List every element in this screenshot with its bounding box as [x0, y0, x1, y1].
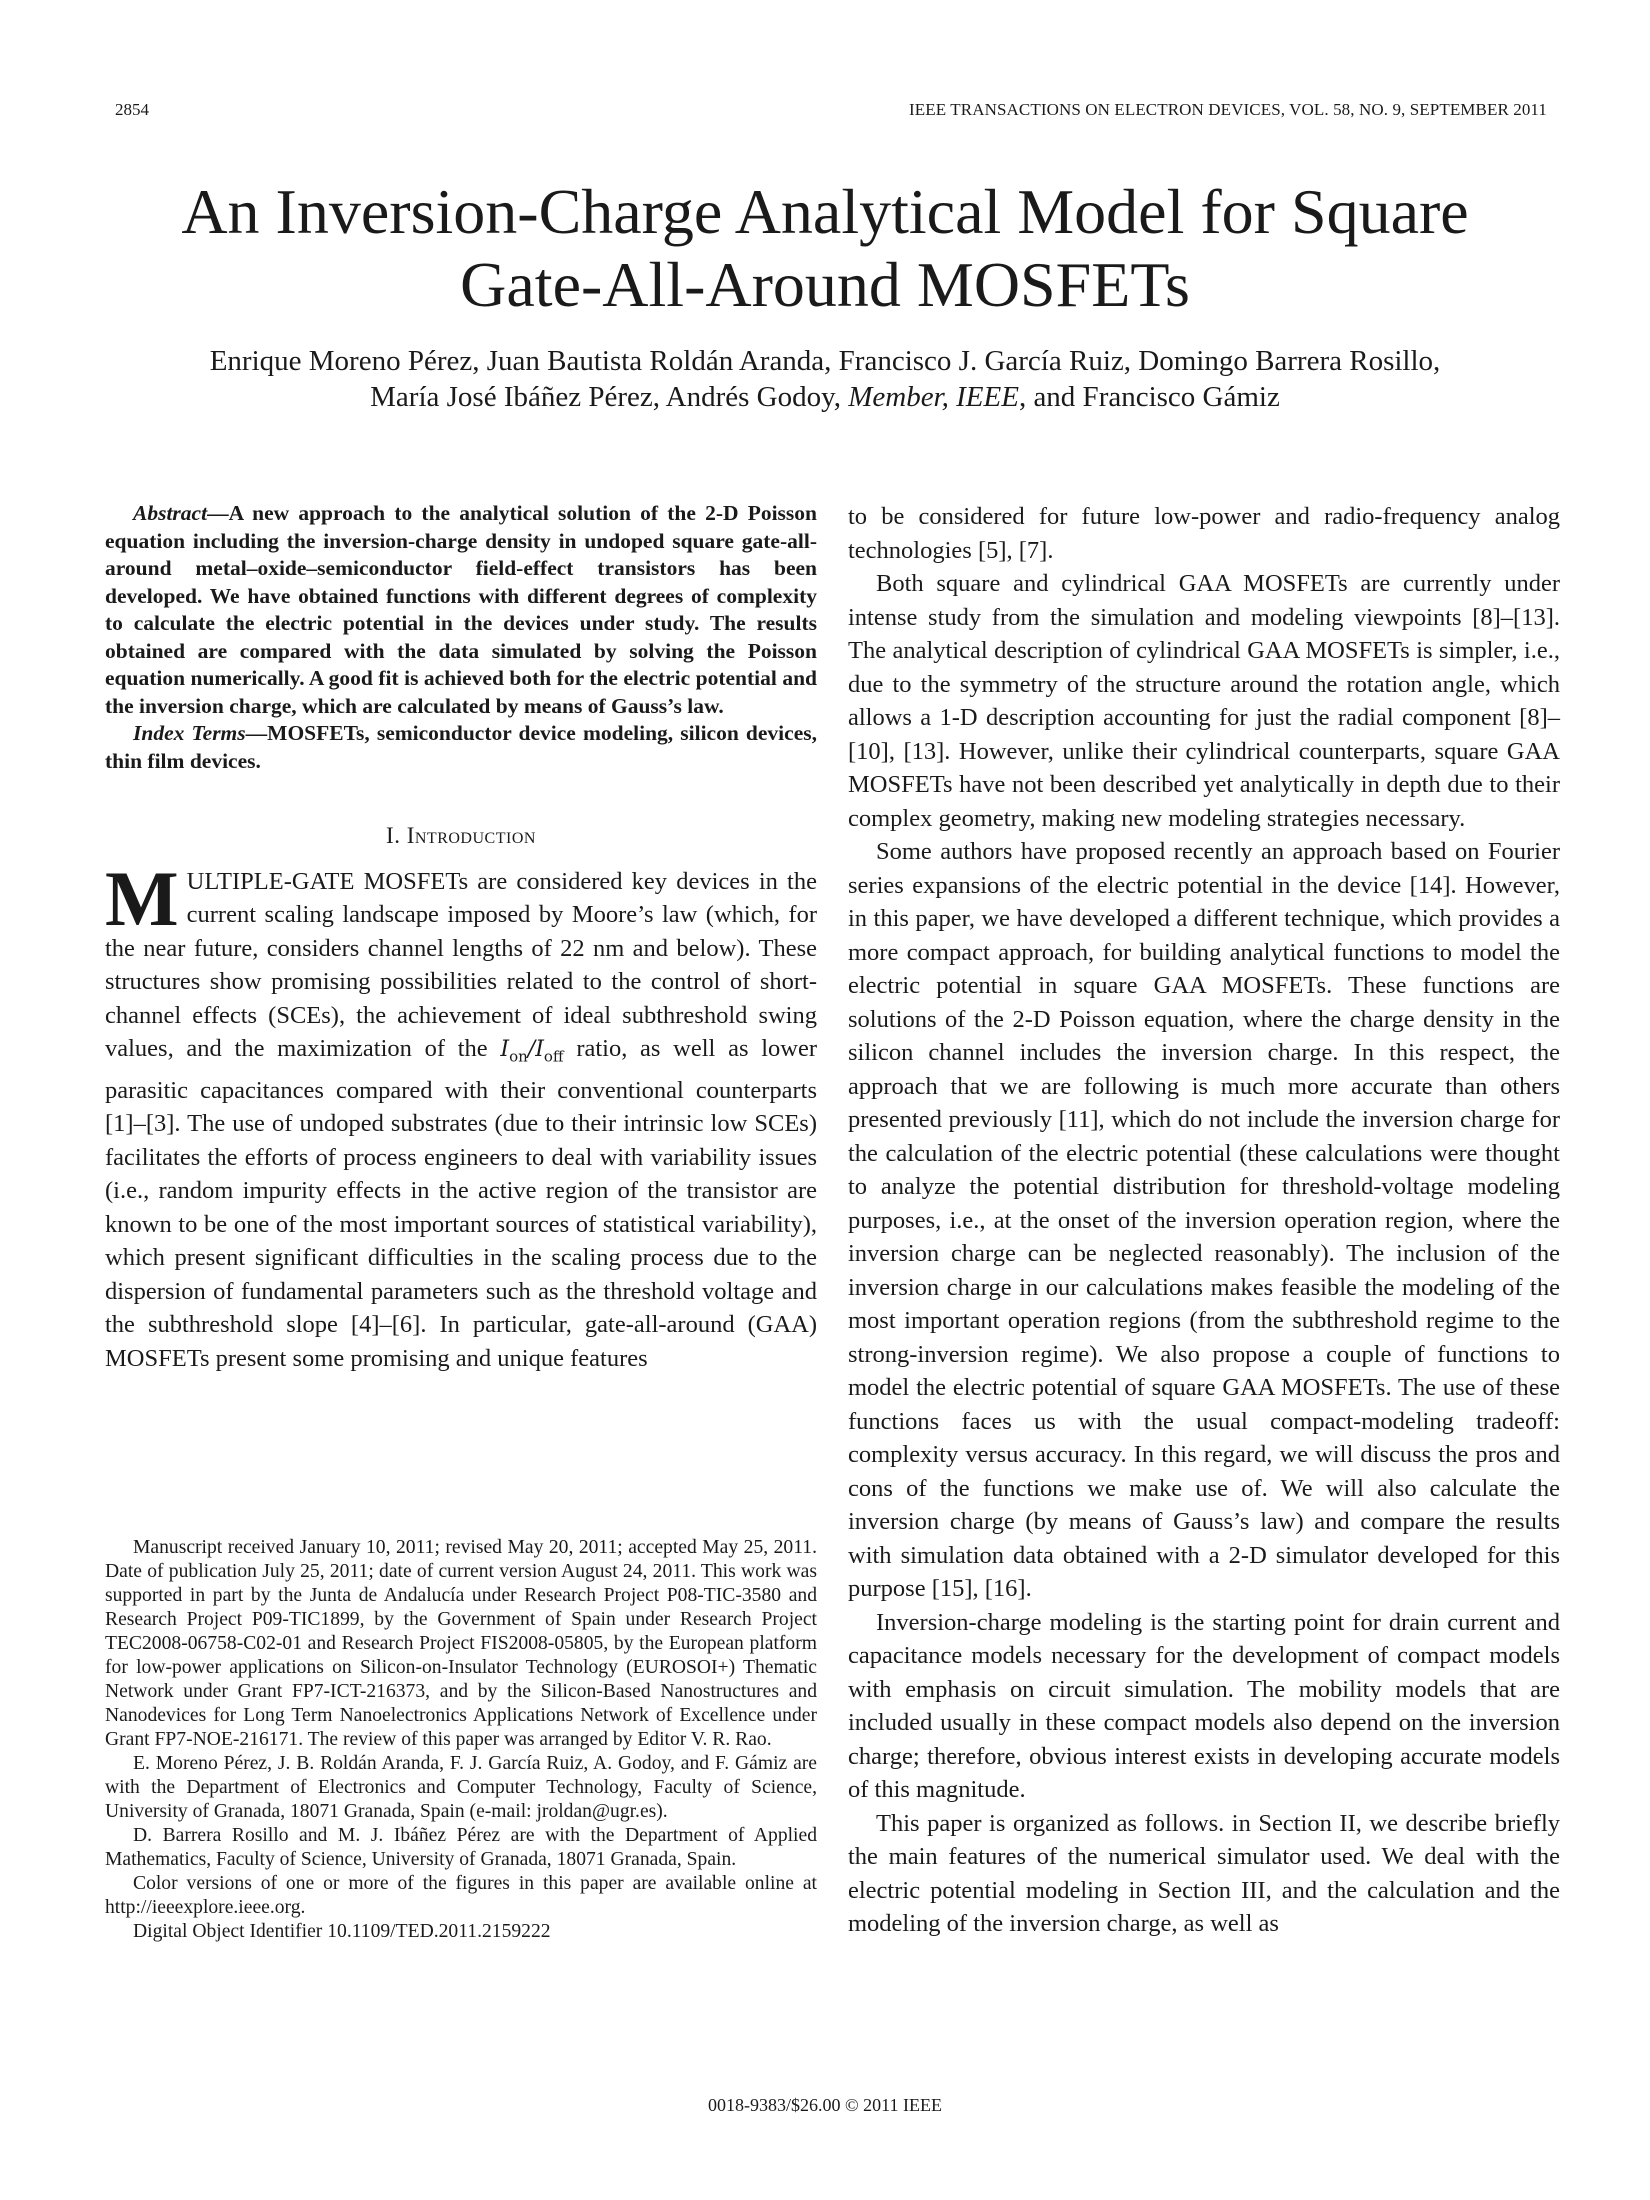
authors-line-1: Enrique Moreno Pérez, Juan Bautista Roldán Aranda, Francisco J. García Ruiz, Domingo Barrera Rosillo,: [209, 345, 1441, 377]
paragraph-gaa-study: Both square and cylindrical GAA MOSFETs are currently under intense study from the simulation and modeling viewpoints [8]–[13]. The analytical description of cylindrical GAA MOSFETs is simpler, i.e., due to the symmetry of the structure around the rotation angle, which allows a 1-D description accounting for just the radial component [8]–[10], [13]. However, unlike their cylindrical counterparts, square GAA MOSFETs have not been described yet analytically in depth due to their complex geometry, making new modeling strategies necessary.: [848, 570, 1560, 832]
abstract: [105, 500, 817, 720]
authors-line-2-start: María José Ibáñez Pérez, Andrés Godoy,: [370, 381, 849, 413]
right-column: [848, 500, 1560, 1941]
footnote-affiliation-2: D. Barrera Rosillo and M. J. Ibáñez Pérez are with the Department of Applied Mathematics, Faculty of Science, University of Granada, 18071 Granada, Spain.: [105, 1825, 817, 1870]
page-number: 2854: [115, 100, 149, 119]
paragraph-organization: This paper is organized as follows. in Section II, we describe briefly the main features of the numerical simulator used. We deal with the electric potential modeling in Section III, and the calculation and the modeling of the inversion charge, as well as: [848, 1809, 1560, 1937]
section-number: I.: [386, 823, 401, 848]
left-column: [105, 500, 817, 1375]
footnote-color-versions: Color versions of one or more of the figures in this paper are available online at http://ieeexplore.ieee.org.: [105, 1873, 817, 1918]
abstract-text: —A new approach to the analytical solution of the 2-D Poisson equation including the inversion-charge density in undoped square gate-all-around metal–oxide–semiconductor field-effect transistors has been developed. We have obtained functions with different degrees of complexity to calculate the electric potential in the devices under study. The results obtained are compared with the data simulated by solving the Poisson equation numerically. A good fit is achieved both for the electric potential and the inversion charge, which are calculated by means of Gauss’s law.: [105, 501, 817, 718]
paper-title: [100, 175, 1550, 321]
intro-paragraph: [105, 854, 817, 1376]
copyright-footer: 0018-9383/$26.00 © 2011 IEEE: [708, 2095, 942, 2115]
footnote-doi: Digital Object Identifier 10.1109/TED.2011.2159222: [133, 1921, 551, 1942]
title-line-2: Gate-All-Around MOSFETs: [460, 249, 1190, 320]
subscript-off: off: [543, 1047, 564, 1066]
index-terms-label: Index Terms: [133, 721, 246, 745]
drop-cap: M: [105, 854, 179, 942]
index-terms-text: —MOSFETs, semiconductor device modeling, silicon devices, thin film devices.: [105, 721, 817, 773]
paragraph-inversion-charge-modeling: Inversion-charge modeling is the starting point for drain current and capacitance models necessary for the development of compact models with emphasis on circuit simulation. The mobility models that are included usually in these compact models also depend on the inversion charge; therefore, obvious interest exists in developing accurate models of this magnitude.: [848, 1608, 1560, 1803]
member-designation: Member, IEEE: [848, 381, 1019, 413]
authors-line-2-end: , and Francisco Gámiz: [1018, 381, 1280, 413]
author-list: [100, 343, 1550, 415]
footnotes: [105, 1536, 817, 1944]
index-terms: [105, 720, 817, 775]
title-line-1: An Inversion-Charge Analytical Model for Square: [181, 176, 1469, 247]
running-header: IEEE TRANSACTIONS ON ELECTRON DEVICES, VOL. 58, NO. 9, SEPTEMBER 2011: [909, 100, 1547, 119]
footnote-manuscript: Manuscript received January 10, 2011; revised May 20, 2011; accepted May 25, 2011. Date of publication July 25, 2011; date of current version August 24, 2011. This work was supported in part by the Junta de Andalucía under Research Project P08-TIC-3580 and Research Project P09-TIC1899, by the Government of Spain under Research Project TEC2008-06758-C02-01 and Research Project FIS2008-05805, by the European platform for low-power applications on Silicon-on-Insulator Technology (EUROSOI+) Thematic Network under Grant FP7-ICT-216373, and by the Silicon-Based Nanostructures and Nanodevices for Long Term Nanoelectronics Applications Network of Excellence under Grant FP7-NOE-216171. The review of this paper was arranged by Editor V. R. Rao.: [105, 1537, 817, 1750]
section-title: Introduction: [406, 823, 536, 848]
intro-text-part2: ratio, as well as lower parasitic capacitances compared with their conventional counterparts [1]–[3]. The use of undoped substrates (due to their intrinsic low SCEs) facilitates the efforts of process engineers to deal with variability issues (i.e., random impurity effects in the active region of the transistor are known to be one of the most important sources of statistical variability), which present significant difficulties in the scaling process due to the dispersion of fundamental parameters such as the threshold voltage and the subthreshold slope [4]–[6]. In particular, gate-all-around (GAA) MOSFETs present some promising and unique features: [105, 1035, 817, 1372]
paragraph-continued: to be considered for future low-power and radio-frequency analog technologies [5], [7].: [848, 503, 1560, 564]
subscript-on: on: [509, 1047, 528, 1066]
intro-text-part1: ULTIPLE-GATE MOSFETs are considered key devices in the current scaling landscape imposed by Moore’s law (which, for the near future, considers channel lengths of 22 nm and below). These structures show promising possibilities related to the control of short-channel effects (SCEs), the achievement of ideal subthreshold swing values, and the maximization of the: [105, 867, 817, 1062]
abstract-label: Abstract: [133, 501, 208, 525]
paragraph-approach: Some authors have proposed recently an approach based on Fourier series expansions of the electric potential in the device [14]. However, in this paper, we have developed a different technique, which provides a more compact approach, for building analytical functions to model the electric potential in square GAA MOSFETs. These functions are solutions of the 2-D Poisson equation, where the charge density in the silicon channel includes the inversion charge. In this respect, the approach that we are following is much more accurate than others presented previously [11], which do not include the inversion charge for the calculation of the electric potential (these calculations were thought to analyze the potential distribution for threshold-voltage modeling purposes, i.e., at the onset of the inversion operation region, where the inversion charge can be neglected reasonably). The inclusion of the inversion charge in our calculations makes feasible the modeling of the most important operation regions (from the subthreshold regime to the strong-inversion regime). We also propose a couple of functions to model the electric potential of square GAA MOSFETs. The use of these functions faces us with the usual compact-modeling tradeoff: complexity versus accuracy. In this regard, we will discuss the pros and cons of the functions we make use of. We will also calculate the inversion charge (by means of Gauss’s law) and compare the results with simulation data obtained with a 2-D simulator developed for this purpose [15], [16].: [848, 838, 1560, 1602]
ion-ioff-ratio: $I_{on}/I_{off}$: [500, 1037, 564, 1066]
section-heading-introduction: [105, 819, 817, 853]
footnote-affiliation-1: E. Moreno Pérez, J. B. Roldán Aranda, F. J. García Ruiz, A. Godoy, and F. Gámiz are with the Department of Electronics and Computer Technology, Faculty of Science, University of Granada, 18071 Granada, Spain (e-mail: jroldan@ugr.es).: [105, 1753, 817, 1822]
